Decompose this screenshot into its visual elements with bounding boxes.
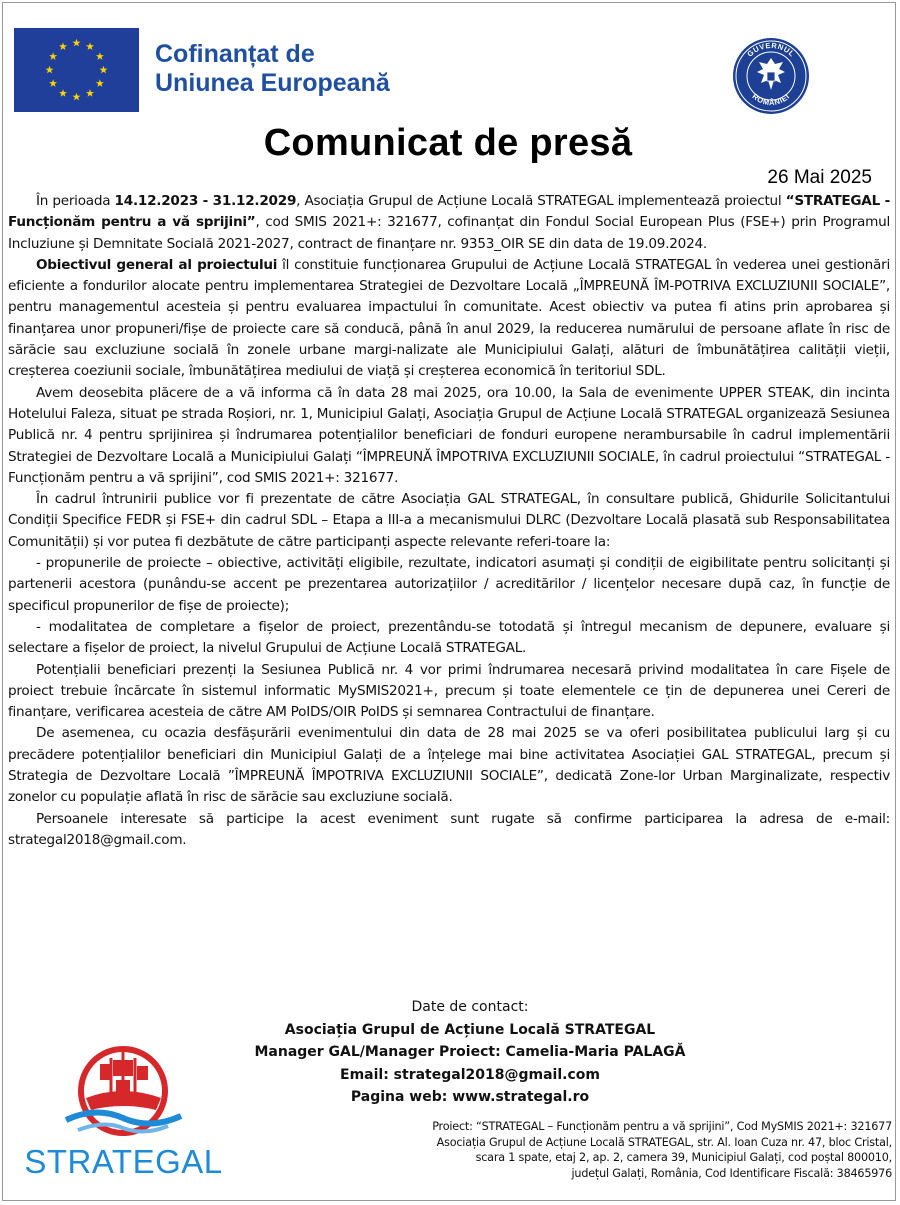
strategal-logo-text: STRATEGAL xyxy=(24,1143,223,1180)
gov-seal-text-bottom: ROMÂNIEI xyxy=(750,91,792,108)
footer-line-3: scara 1 spate, etaj 2, ap. 2, camera 39, Municipiul Galați, cod poștal 800010, xyxy=(475,1151,892,1165)
paragraph-3: Avem deosebita plăcere de a vă informa că în data 28 mai 2025, ora 10.00, la Sala de evenimente UPPER STEAK, din incinta Hotelului Faleza, situat pe strada Roșiori, nr. 1, Municipiul Galați, Asociația Grupul de Acțiune Locală STRATEGAL organizează Sesiunea Publică nr. 4 pentru sprijinirea și îndrumarea potențialilor beneficiari de fonduri europene nerambursabile în cadrul implementării Strategiei de Dezvoltare Locală a Municipiului Galați “ÎMPREUNĂ ÎMPOTRIVA EXCLUZIUNII SOCIALE, în cadrul proiectului “STRATEGAL - Funcționăm pentru a vă sprijini”, cod SMIS 2021+: 321677. xyxy=(8,384,890,486)
press-release-date: 26 Mai 2025 xyxy=(767,167,872,188)
contact-email[interactable]: Email: strategal2018@gmail.com xyxy=(340,1066,600,1083)
gov-seal-text-top: GUVERNUL xyxy=(745,40,797,59)
paragraph-9: Persoanele interesate să participe la acest eveniment sunt rugate să confirme participarea la adresa de e-mail: strategal2018@gmail.com. xyxy=(8,810,890,848)
contact-heading: Date de contact: xyxy=(411,999,529,1015)
p1-text-a: În perioada xyxy=(36,193,115,209)
contact-organization: Asociația Grupul de Acțiune Locală STRATEGAL xyxy=(284,1021,656,1038)
footer-line-2: Asociația Grupul de Acțiune Locală STRATEGAL, str. Al. Ioan Cuza nr. 47, bloc Cristal, xyxy=(436,1135,892,1149)
p1-dates: 14.12.2023 - 31.12.2029 xyxy=(114,193,297,209)
paragraph-8: De asemenea, cu ocazia desfășurării evenimentului din data de 28 mai 2025 se va oferi posibilitatea publicului larg și cu precădere potențialilor beneficiari din Municipiul Galați de a înțelege mai bine activitatea Asociației GAL STRATEGAL, precum și Strategia de Dezvoltare Locală ”ÎMPREUNĂ ÎMPOTRIVA EXCLUZIUNII SOCIALE”, dedicată Zone-lor Urban Marginalizate, respectiv zonelor cu populație aflată în risc de sărăcie sau excluziune socială. xyxy=(8,725,890,806)
eu-cofinancing-label xyxy=(155,40,390,98)
eu-line-2: Uniunea Europeană xyxy=(155,69,390,97)
paragraph-1 xyxy=(8,191,890,255)
p1-text-c: , cod SMIS 2021+: 321677, cofinanțat din Fondul Social European Plus (FSE+) prin Programul Incluziune și Demnitate Socială 2021-2027, contract de finanțare nr. 9353_OIR SE din data de 19.09.2024. xyxy=(8,214,890,252)
contact-website[interactable]: Pagina web: www.strategal.ro xyxy=(350,1089,590,1106)
page-title: Comunicat de presă xyxy=(263,122,633,164)
p1-text-b: , Asociația Grupul de Acțiune Locală STRATEGAL implementează proiectul xyxy=(296,193,786,209)
press-release-body xyxy=(8,191,890,851)
eu-flag-icon xyxy=(14,28,139,112)
p1-project-name: “STRATEGAL - Funcționăm pentru a vă sprijini” xyxy=(8,193,891,231)
paragraph-5: - propunerile de proiecte – obiective, activități eligibile, rezultate, indicatori asumați și condiții de eigibilitate pentru solicitanți și partenerii acestora (punându-se accent pe prezentarea autorizațiilor / acreditărilor / licențelor necesare după caz, în funcție de specificul propunerilor de fișe de proiecte); xyxy=(8,555,890,614)
contact-block xyxy=(240,996,700,1109)
footer-info xyxy=(332,1119,892,1181)
footer-line-1: Proiect: “STRATEGAL – Funcționăm pentru a vă sprijini”, Cod MySMIS 2021+: 321677 xyxy=(432,1120,892,1133)
paragraph-7: Potențialii beneficiari prezenți la Sesiunea Publică nr. 4 vor primi îndrumarea necesară privind modalitatea în care Fișele de proiect trebuie încărcate în sistemul informatic MySMIS2021+, precum și toate elementele ce țin de depunerea unei Cereri de finanțare, verificarea acesteia de către AM PoIDS/OIR PoIDS și semnarea Contractului de finanțare. xyxy=(8,661,890,721)
government-seal-icon xyxy=(731,36,811,116)
contact-manager: Manager GAL/Manager Proiect: Camelia-Maria PALAGĂ xyxy=(254,1044,686,1061)
p2-text: îl constituie funcționarea Grupului de Acțiune Locală STRATEGAL în vederea unei gestionări eficiente a fondurilor alocate pentru implementarea Strategiei de Dezvoltare Locală „ÎMPREUNĂ ÎM-POTRIVA EXCLUZIUNII SOCIALE”, pentru managementul acesteia și pentru evaluarea impactului în comunitate. Acest obiectiv va putea fi atins prin aprobarea și finanțarea unor propuneri/fișe de proiecte care să conducă, până în anul 2029, la reducerea numărului de persoane aflate în risc de sărăcie sau excluziune socială în zonele urbane margi-nalizate ale Municipiului Galați, alături de îmbunătățirea calității vieții, creșterea coeziunii sociale, îmbunătățirea mediului de viață și creșterea economică în teritoriul SDL. xyxy=(8,256,890,380)
footer-line-4: județul Galați, România, Cod Identificare Fiscală: 38465976 xyxy=(571,1166,892,1180)
paragraph-4: În cadrul întrunirii publice vor fi prezentate de către Asociația GAL STRATEGAL, în consultare publică, Ghidurile Solicitantului Condiții Specifice FEDR și FSE+ din cadrul SDL – Etapa a III-a a mecanismului DLRC (Dezvoltare Locală plasată sub Responsabilitatea Comunității) și vor putea fi dezbătute de către participanți aspecte relevante referi-toare la: xyxy=(8,491,890,550)
eu-line-1: Cofinanțat de xyxy=(155,40,315,68)
p2-bold: Obiectivul general al proiectului xyxy=(36,256,278,273)
paragraph-2 xyxy=(8,255,890,383)
paragraph-6: - modalitatea de completare a fișelor de proiect, prezentându-se totodată și întregul mecanism de depunere, evaluare și selectare a fișelor de proiect, la nivelul Grupului de Acțiune Locală STRATEGAL. xyxy=(8,618,890,657)
